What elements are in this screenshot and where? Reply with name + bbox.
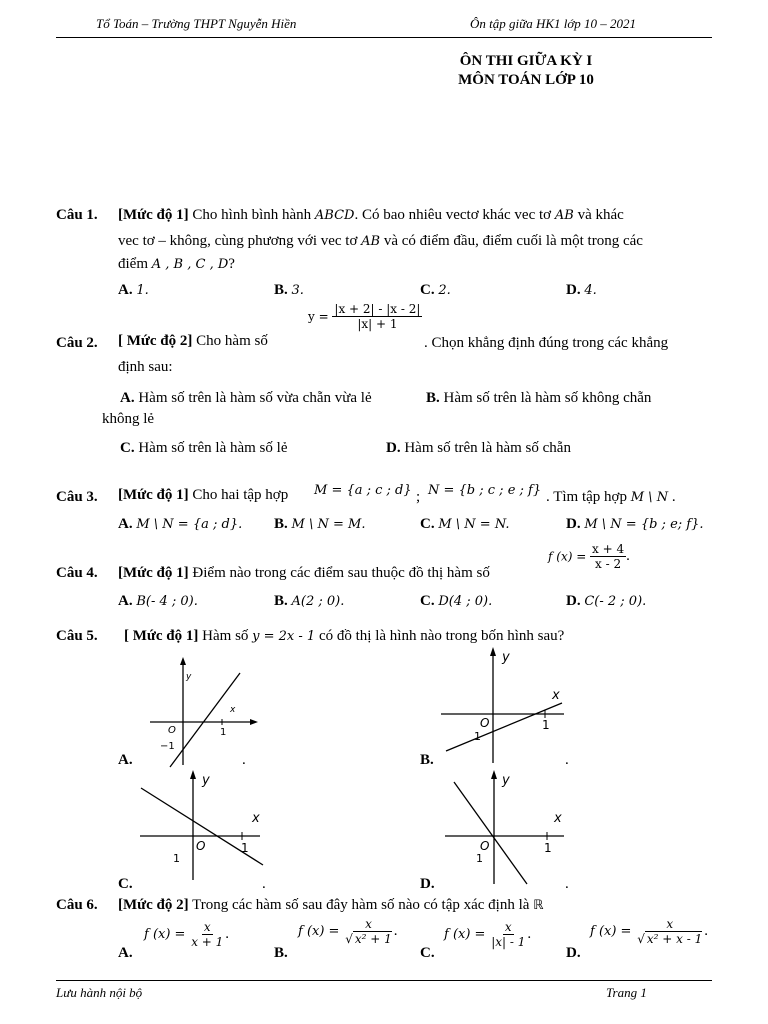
q5-func: y = 2x - 1 xyxy=(252,629,316,644)
q3-option-d-value: M \ N = {b ; e; f}. xyxy=(584,517,704,532)
graph-d-y-arrow xyxy=(491,770,497,779)
q3-text1: Cho hai tập hợp xyxy=(192,487,289,503)
q5-option-d-dot: . xyxy=(565,876,569,892)
q2-option-d-text: Hàm số trên là hàm số chẵn xyxy=(404,440,571,456)
q1-math-ab-2: AB xyxy=(361,234,381,249)
q4-option-a-letter: A. xyxy=(118,593,133,609)
q1-option-d-letter: D. xyxy=(566,282,581,298)
footer-right: Trang 1 xyxy=(606,985,647,1000)
q2-func-den: |x| + 1 xyxy=(357,317,398,331)
q3-option-d-letter: D. xyxy=(566,516,581,532)
q5-option-c-letter: C. xyxy=(118,876,133,892)
q4-option-d-value: C(- 2 ; 0). xyxy=(584,594,647,609)
q3-label: Câu 3. xyxy=(56,489,98,505)
q6-option-d[interactable] xyxy=(590,917,708,946)
title-line1: ÔN THI GIỮA KỲ I xyxy=(459,53,593,69)
q2-option-d[interactable] xyxy=(386,440,571,457)
q2-func-num: |x + 2| - |x - 2| xyxy=(334,302,421,316)
q1-line1 xyxy=(118,207,624,224)
q4-option-b-value: A(2 ; 0). xyxy=(291,594,345,609)
graph-b-y-label: y xyxy=(502,650,510,665)
q6-option-c-frac xyxy=(489,920,527,949)
q5-option-b-dot: . xyxy=(565,752,569,768)
q5-level: [ Mức độ 1] xyxy=(124,628,199,644)
q1-option-a-value: 1. xyxy=(136,283,149,298)
header-rule xyxy=(56,37,712,38)
q6-option-c[interactable] xyxy=(444,920,531,949)
q1-line3 xyxy=(118,256,235,273)
q3-option-c-letter: C. xyxy=(420,516,435,532)
q4-option-d-letter: D. xyxy=(566,593,581,609)
q6-option-d-den: x² + x - 1 xyxy=(646,932,703,946)
q6-option-a-den: x + 1 xyxy=(191,935,224,949)
footer-left: Lưu hành nội bộ xyxy=(56,985,143,1000)
q5-text2: có đồ thị là hình nào trong bốn hình sau? xyxy=(318,628,565,644)
q4-option-b-letter: B. xyxy=(274,593,288,609)
graph-a-x-label: x xyxy=(230,705,236,715)
q5-graph-d xyxy=(440,768,570,886)
q6-option-a-end: . xyxy=(225,925,230,942)
q6-option-b-end: . xyxy=(393,922,398,939)
graph-c-y-label: y xyxy=(202,773,210,788)
q4-option-a[interactable] xyxy=(118,593,198,610)
q2-option-a[interactable] xyxy=(120,390,372,407)
q5-option-d[interactable] xyxy=(420,876,435,893)
q6-option-b-num: x xyxy=(365,917,372,931)
q4-option-c[interactable] xyxy=(420,593,492,610)
q4-option-a-value: B(- 4 ; 0). xyxy=(136,594,198,609)
q2-func-lhs: y = xyxy=(308,309,329,324)
q1-option-d[interactable] xyxy=(566,282,597,299)
q4-option-c-letter: C. xyxy=(420,593,435,609)
q4-end: . xyxy=(626,547,630,564)
q3-set-m: M = {a ; c ; d} xyxy=(314,483,412,498)
q1-level: [Mức độ 1] xyxy=(118,207,189,223)
q1-line3a: điểm xyxy=(118,256,148,272)
q6-label: Câu 6. xyxy=(56,897,98,913)
q5-option-b[interactable] xyxy=(420,752,434,769)
graph-b-one: 1 xyxy=(542,718,550,732)
q5-option-c[interactable] xyxy=(118,876,133,893)
q2-text2: . Chọn khẳng định đúng trong các khẳng xyxy=(424,335,669,351)
q6-option-c-den: |x| - 1 xyxy=(491,935,526,949)
q2-option-c-letter: C. xyxy=(120,440,135,456)
graph-c-x-label: x xyxy=(252,811,260,826)
q2-option-b-cont: không lẻ xyxy=(102,411,155,427)
q6-option-c-end: . xyxy=(527,925,532,942)
q2-fraction xyxy=(332,302,422,331)
q1-option-c-value: 2. xyxy=(438,283,451,298)
q3-option-b-value: M \ N = M. xyxy=(291,517,366,532)
q1-option-c[interactable] xyxy=(420,282,451,299)
q1-option-b-value: 3. xyxy=(291,283,304,298)
q2-label: Câu 2. xyxy=(56,335,98,351)
title-line2: MÔN TOÁN LỚP 10 xyxy=(458,72,594,88)
q1-option-d-value: 4. xyxy=(584,283,597,298)
q6-level: [Mức độ 2] xyxy=(118,897,189,913)
q4-func-den: x - 2 xyxy=(595,557,622,571)
q6-option-a-lhs: f (x) = xyxy=(144,927,186,942)
graph-d-x-label: x xyxy=(554,811,562,826)
q2-option-a-text: Hàm số trên là hàm số vừa chẵn vừa lẻ xyxy=(138,390,372,406)
graph-a-origin: O xyxy=(168,725,176,736)
q3-option-c-value: M \ N = N. xyxy=(438,517,510,532)
q2-option-a-letter: A. xyxy=(120,390,135,406)
graph-d-minus-one: 1 xyxy=(476,852,483,865)
graph-c-y-arrow xyxy=(190,770,196,779)
graph-c-origin: O xyxy=(196,839,206,853)
graph-c-minus-one: 1 xyxy=(173,852,180,865)
q3-option-c[interactable] xyxy=(420,516,510,533)
q5-text1: Hàm số xyxy=(202,628,249,644)
q5-option-b-letter: B. xyxy=(420,752,434,768)
q1-math-points: A , B , C , D xyxy=(151,257,229,272)
q3-level: [Mức độ 1] xyxy=(118,487,189,503)
q2-option-c-text: Hàm số trên là hàm số lẻ xyxy=(138,440,288,456)
q6-option-d-lhs: f (x) = xyxy=(590,924,632,939)
q4-level: [Mức độ 1] xyxy=(118,565,189,581)
q3-end: . xyxy=(671,489,676,505)
q5-graph-c xyxy=(135,768,270,883)
q3-option-d[interactable] xyxy=(566,516,704,533)
q3-text2-span: . Tìm tập hợp xyxy=(546,489,627,505)
header-left: Tổ Toán – Trường THPT Nguyễn Hiền xyxy=(96,16,297,31)
q3-line1 xyxy=(118,487,288,504)
q4-label: Câu 4. xyxy=(56,565,98,581)
graph-d-y-label: y xyxy=(502,773,510,788)
q1-math-abcd: ABCD xyxy=(314,208,355,223)
q2-text1: Cho hàm số xyxy=(196,333,268,349)
q5-option-c-dot: . xyxy=(262,876,266,892)
q6-option-d-num: x xyxy=(666,917,674,931)
q6-text1: Trong các hàm số sau đây hàm số nào có tập xác định là xyxy=(192,897,530,913)
q6-option-d-frac: $\frac{x}{\text{√ x² + x - 1}}$ xyxy=(637,917,703,946)
q5-option-a-letter: A. xyxy=(118,752,133,768)
q5-label: Câu 5. xyxy=(56,628,98,644)
q4-func-num: x + 4 xyxy=(592,542,625,556)
q6-option-a-num: x xyxy=(203,920,211,934)
q6-option-c-num: x xyxy=(504,920,512,934)
q4-option-d[interactable] xyxy=(566,593,646,610)
q3-option-b[interactable] xyxy=(274,516,365,533)
q2-option-b[interactable] xyxy=(426,390,651,407)
q6-option-a-frac xyxy=(189,920,225,949)
q6-set-r: ℝ xyxy=(533,898,544,913)
q2-option-c[interactable] xyxy=(120,440,287,457)
q1-line3b: ? xyxy=(228,256,235,272)
graph-d-origin: O xyxy=(480,839,490,853)
q3-set-n: N = {b ; c ; e ; f} xyxy=(428,483,542,498)
graph-b-origin: O xyxy=(480,716,490,730)
q6-option-c-letter[interactable]: C. xyxy=(420,945,435,961)
graph-a-y-arrow xyxy=(180,657,186,665)
q2-option-d-letter: D. xyxy=(386,440,401,456)
q4-function xyxy=(548,542,630,571)
q6-option-b-frac: $\frac{x}{\text{√ x² + 1}}$ xyxy=(345,917,392,946)
q1-line2 xyxy=(118,233,643,250)
q6-option-b-letter[interactable]: B. xyxy=(274,945,288,961)
q1-label: Câu 1. xyxy=(56,207,98,223)
q3-sep: ; xyxy=(416,489,421,505)
q2-text3: định sau: xyxy=(118,359,173,375)
q6-option-a-letter[interactable]: A. xyxy=(118,945,133,961)
q5-option-a[interactable] xyxy=(118,752,133,769)
q4-option-b[interactable] xyxy=(274,593,344,610)
q1-line2b: và có điểm đầu, điểm cuối là một trong các xyxy=(383,233,643,249)
graph-d-line xyxy=(454,782,527,884)
graph-a-minus-one: −1 xyxy=(160,741,175,752)
q1-option-a-letter: A. xyxy=(118,282,133,298)
graph-a-line xyxy=(170,673,240,767)
q2-option-b-text: Hàm số trên là hàm số không chẵn xyxy=(443,390,652,406)
q6-option-d-letter[interactable]: D. xyxy=(566,945,581,961)
header-right: Ôn tập giữa HK1 lớp 10 – 2021 xyxy=(470,16,637,31)
graph-a-x-arrow xyxy=(250,719,258,725)
q1-line2a: vec tơ – không, cùng phương với vec tơ xyxy=(118,233,358,249)
graph-c-one: 1 xyxy=(241,841,249,855)
q4-fraction xyxy=(590,542,626,571)
q6-line1 xyxy=(118,897,543,914)
q6-option-b-den: x² + 1 xyxy=(354,932,392,946)
q4-line1 xyxy=(118,565,490,582)
q2-function xyxy=(308,302,422,331)
q3-option-a-value: M \ N = {a ; d}. xyxy=(136,517,243,532)
q3-option-a-letter: A. xyxy=(118,516,133,532)
q1-text2: . Có bao nhiêu vectơ khác vec tơ xyxy=(354,207,552,223)
q5-option-a-dot: . xyxy=(242,752,246,768)
q6-option-a[interactable] xyxy=(144,920,229,949)
q1-option-a[interactable] xyxy=(118,282,149,299)
q6-option-c-lhs: f (x) = xyxy=(444,927,486,942)
q4-func-lhs: f (x) = xyxy=(548,549,587,564)
graph-d-one: 1 xyxy=(544,841,552,855)
q3-text2 xyxy=(546,489,676,506)
q4-text1: Điểm nào trong các điểm sau thuộc đồ thị hàm số xyxy=(192,565,490,581)
q1-option-b[interactable] xyxy=(274,282,304,299)
q5-graph-b xyxy=(436,645,576,765)
q5-option-d-letter: D. xyxy=(420,876,435,892)
graph-b-y-arrow xyxy=(490,647,496,656)
q1-option-b-letter: B. xyxy=(274,282,288,298)
q4-option-c-value: D(4 ; 0). xyxy=(438,594,493,609)
q1-text3: và khác xyxy=(577,207,624,223)
q3-option-b-letter: B. xyxy=(274,516,288,532)
q2-option-b-letter: B. xyxy=(426,390,440,406)
q6-option-d-end: . xyxy=(704,922,708,939)
q1-option-c-letter: C. xyxy=(420,282,435,298)
q6-option-b[interactable] xyxy=(298,917,398,946)
footer-rule xyxy=(56,980,712,981)
q2-line1-start xyxy=(118,333,268,350)
q1-text1: Cho hình bình hành xyxy=(192,207,312,223)
q2-level: [ Mức độ 2] xyxy=(118,333,193,349)
graph-b-minus-one: 1 xyxy=(474,730,481,743)
graph-a-y-label: y xyxy=(186,672,192,682)
q5-line1 xyxy=(124,628,564,645)
q3-math-diff: M \ N xyxy=(630,490,669,505)
graph-a-one: 1 xyxy=(220,727,227,738)
q1-math-ab: AB xyxy=(554,208,574,223)
q3-option-a[interactable] xyxy=(118,516,242,533)
q6-option-b-lhs: f (x) = xyxy=(298,924,340,939)
graph-b-x-label: x xyxy=(552,688,560,703)
